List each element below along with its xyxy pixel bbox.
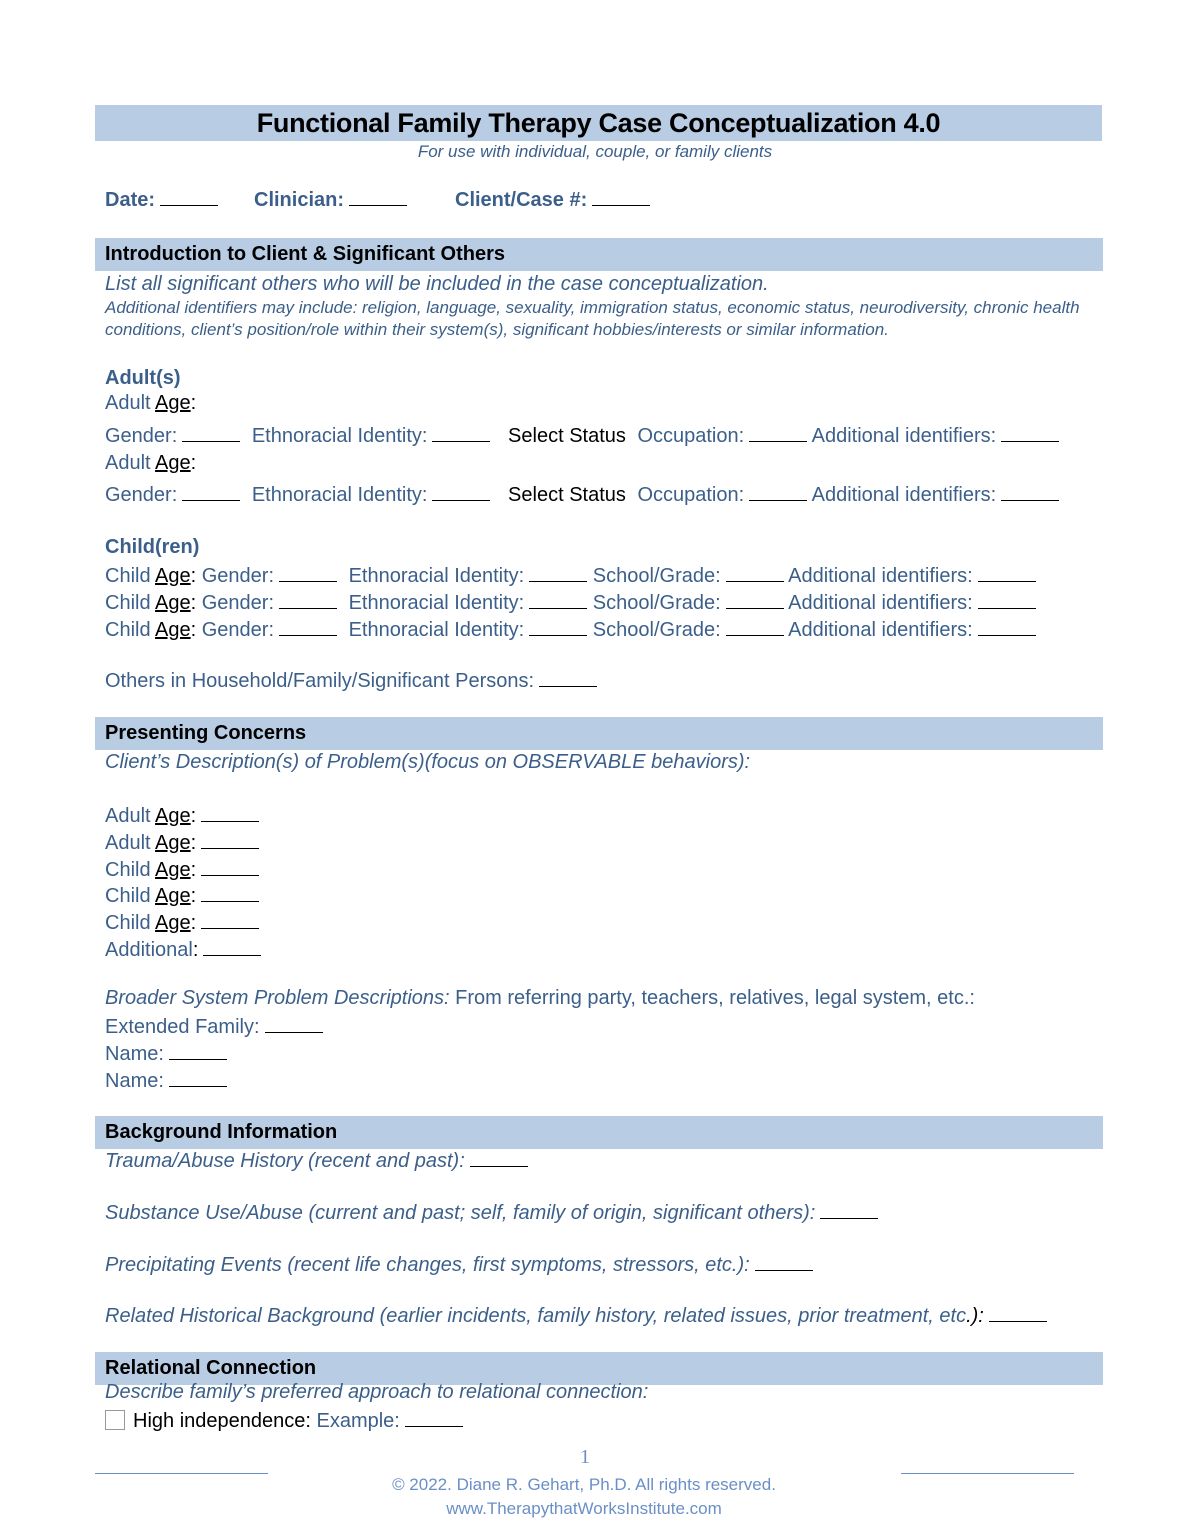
relational-instruction: Describe family’s preferred approach to relational connection: — [105, 1381, 649, 1403]
presenting-adult-2: Adult Age: — [105, 830, 259, 855]
age-field[interactable]: Age — [155, 885, 191, 907]
substance-label: Substance Use/Abuse (current and past; self, family of origin, significant others): — [105, 1202, 816, 1224]
others-input[interactable] — [539, 668, 597, 687]
child-label: Child — [105, 859, 151, 881]
occupation-label: Occupation: — [637, 425, 745, 447]
name-input[interactable] — [169, 1041, 227, 1060]
document-subtitle: For use with individual, couple, or family clients — [417, 142, 773, 161]
occupation-input[interactable] — [749, 423, 807, 442]
age-field[interactable]: Age — [155, 832, 191, 854]
child-label: Child — [105, 885, 151, 907]
presenting-child-1: Child Age: — [105, 857, 259, 882]
child-label: Child — [105, 912, 151, 934]
gender-label: Gender: — [105, 484, 178, 506]
age-field[interactable]: Age — [155, 565, 191, 587]
description-input[interactable] — [201, 803, 259, 822]
ethnoracial-label: Ethnoracial Identity: — [348, 619, 525, 641]
footer-copyright: © 2022. Diane R. Gehart, Ph.D. All rights reserved. — [392, 1475, 776, 1494]
ethnoracial-label: Ethnoracial Identity: — [251, 425, 428, 447]
ethnoracial-label: Ethnoracial Identity: — [348, 565, 525, 587]
page-number: 1 — [580, 1446, 590, 1468]
date-field-row — [105, 187, 218, 212]
adult-label: Adult — [105, 392, 151, 414]
additional-identifiers-input[interactable] — [978, 617, 1036, 636]
additional-identifiers-input[interactable] — [1001, 482, 1059, 501]
additional-identifiers-label: Additional identifiers: — [788, 619, 973, 641]
school-grade-input[interactable] — [726, 563, 784, 582]
date-label: Date: — [105, 189, 156, 211]
ethnoracial-label: Ethnoracial Identity: — [251, 484, 428, 506]
others-row — [105, 668, 597, 693]
presenting-child-2: Child Age: — [105, 883, 259, 908]
age-field[interactable]: Age — [155, 859, 191, 881]
clinician-label: Clinician: — [254, 189, 345, 211]
name-row-2 — [105, 1068, 227, 1093]
adults-heading: Adult(s) — [105, 367, 181, 389]
high-independence-row — [105, 1408, 463, 1433]
gender-label: Gender: — [201, 592, 275, 614]
document-title: Functional Family Therapy Case Conceptualization 4.0 — [95, 105, 1102, 141]
intro-note-line2: conditions, client’s position/role within their system(s), significant hobbies/interests or similar information. — [105, 320, 889, 339]
adult-label: Adult — [105, 832, 151, 854]
ethnoracial-input[interactable] — [529, 563, 587, 582]
children-heading: Child(ren) — [105, 536, 200, 558]
substance-input[interactable] — [820, 1200, 878, 1219]
school-grade-label: School/Grade: — [592, 619, 721, 641]
footer-website[interactable]: www.TherapythatWorksInstitute.com — [446, 1499, 722, 1518]
gender-input[interactable] — [279, 617, 337, 636]
gender-label: Gender: — [105, 425, 178, 447]
description-input[interactable] — [201, 883, 259, 902]
additional-identifiers-label: Additional identifiers: — [811, 484, 997, 506]
presenting-child-3: Child Age: — [105, 910, 259, 935]
broader-system-row — [105, 987, 975, 1010]
additional-label: Additional — [105, 939, 193, 961]
adult-row-2: Adult Age: — [105, 452, 197, 474]
client-case-label: Client/Case #: — [455, 189, 588, 211]
presenting-additional: Additional: — [105, 937, 261, 962]
footer-rule-left — [95, 1473, 268, 1474]
ethnoracial-label: Ethnoracial Identity: — [348, 592, 525, 614]
extended-family-input[interactable] — [265, 1014, 323, 1033]
additional-identifiers-label: Additional identifiers: — [811, 425, 997, 447]
additional-identifiers-input[interactable] — [1001, 423, 1059, 442]
extended-family-row — [105, 1014, 323, 1039]
precipitating-label: Precipitating Events (recent life changes, first symptoms, stressors, etc.): — [105, 1254, 750, 1276]
description-input[interactable] — [201, 857, 259, 876]
ethnoracial-input[interactable] — [432, 423, 490, 442]
example-input[interactable] — [405, 1408, 463, 1427]
additional-input[interactable] — [203, 937, 261, 956]
section-header-background: Background Information — [95, 1116, 1103, 1149]
name-input[interactable] — [169, 1068, 227, 1087]
section-header-relational: Relational Connection — [95, 1352, 1103, 1385]
clinician-input[interactable] — [349, 187, 407, 206]
others-label: Others in Household/Family/Significant Persons: — [105, 670, 535, 692]
age-field[interactable]: Age — [155, 619, 191, 641]
clinician-field-row — [254, 187, 407, 212]
ethnoracial-input[interactable] — [432, 482, 490, 501]
school-grade-input[interactable] — [726, 590, 784, 609]
age-field[interactable]: Age — [155, 912, 191, 934]
precipitating-row — [105, 1252, 813, 1277]
description-input[interactable] — [201, 830, 259, 849]
trauma-row — [105, 1148, 528, 1173]
additional-identifiers-label: Additional identifiers: — [788, 592, 973, 614]
historical-label: Related Historical Background (earlier incidents, family history, related issues, prior treatment, etc — [105, 1305, 967, 1327]
additional-identifiers-input[interactable] — [978, 590, 1036, 609]
historical-label-end: .): — [966, 1305, 984, 1327]
gender-input[interactable] — [279, 590, 337, 609]
broader-system-description: From referring party, teachers, relatives, legal system, etc.: — [449, 987, 975, 1009]
gender-label: Gender: — [201, 565, 275, 587]
child-label: Child — [105, 592, 151, 614]
broader-system-label: Broader System Problem Descriptions: — [105, 987, 450, 1009]
footer-rule-right — [901, 1473, 1074, 1474]
status-select[interactable]: Select Status — [508, 484, 626, 506]
adult-row-1: Adult Age: — [105, 392, 197, 414]
example-label: Example: — [316, 1410, 400, 1432]
additional-identifiers-label: Additional identifiers: — [788, 565, 973, 587]
presenting-adult-1: Adult Age: — [105, 803, 259, 828]
precipitating-input[interactable] — [755, 1252, 813, 1271]
adult-label: Adult — [105, 805, 151, 827]
occupation-label: Occupation: — [637, 484, 745, 506]
extended-family-label: Extended Family: — [105, 1016, 260, 1038]
adult-label: Adult — [105, 452, 151, 474]
trauma-label: Trauma/Abuse History (recent and past): — [105, 1150, 465, 1172]
age-field[interactable]: Age — [155, 392, 191, 414]
additional-identifiers-input[interactable] — [978, 563, 1036, 582]
gender-input[interactable] — [279, 563, 337, 582]
intro-instruction: List all significant others who will be included in the case conceptualization. — [105, 273, 769, 295]
trauma-input[interactable] — [470, 1148, 528, 1167]
ethnoracial-input[interactable] — [529, 617, 587, 636]
historical-input[interactable] — [989, 1303, 1047, 1322]
school-grade-input[interactable] — [726, 617, 784, 636]
child-row-3: Child Age: Gender: Ethnoracial Identity: School/Grade: Additional identifiers: — [105, 617, 1036, 642]
substance-row — [105, 1200, 878, 1225]
name-label: Name: — [105, 1070, 164, 1092]
school-grade-label: School/Grade: — [592, 592, 721, 614]
high-independence-checkbox[interactable] — [105, 1410, 125, 1430]
age-field[interactable]: Age — [155, 452, 191, 474]
gender-input[interactable] — [182, 423, 240, 442]
age-field[interactable]: Age — [155, 805, 191, 827]
section-header-presenting: Presenting Concerns — [95, 717, 1103, 750]
status-select[interactable]: Select Status — [508, 425, 626, 447]
occupation-input[interactable] — [749, 482, 807, 501]
age-field[interactable]: Age — [155, 592, 191, 614]
child-label: Child — [105, 565, 151, 587]
child-row-2: Child Age: Gender: Ethnoracial Identity: School/Grade: Additional identifiers: — [105, 590, 1036, 615]
name-label: Name: — [105, 1043, 164, 1065]
adult-detail-row-2 — [105, 482, 1059, 507]
date-input[interactable] — [160, 187, 218, 206]
gender-label: Gender: — [201, 619, 275, 641]
name-row-1 — [105, 1041, 227, 1066]
ethnoracial-input[interactable] — [529, 590, 587, 609]
description-input[interactable] — [201, 910, 259, 929]
client-case-input[interactable] — [592, 187, 650, 206]
high-independence-label: High independence: — [133, 1410, 311, 1432]
client-case-field-row — [455, 187, 650, 212]
child-row-1: Child Age: Gender: Ethnoracial Identity: School/Grade: Additional identifiers: — [105, 563, 1036, 588]
child-label: Child — [105, 619, 151, 641]
section-header-intro: Introduction to Client & Significant Others — [95, 238, 1103, 271]
historical-row — [105, 1303, 1047, 1328]
adult-detail-row-1 — [105, 423, 1059, 448]
school-grade-label: School/Grade: — [592, 565, 721, 587]
presenting-instruction: Client’s Description(s) of Problem(s)(focus on OBSERVABLE behaviors): — [105, 751, 751, 773]
gender-input[interactable] — [182, 482, 240, 501]
intro-note-line1: Additional identifiers may include: religion, language, sexuality, immigration status, economic status, neurodiversity, chronic health — [105, 298, 1080, 317]
